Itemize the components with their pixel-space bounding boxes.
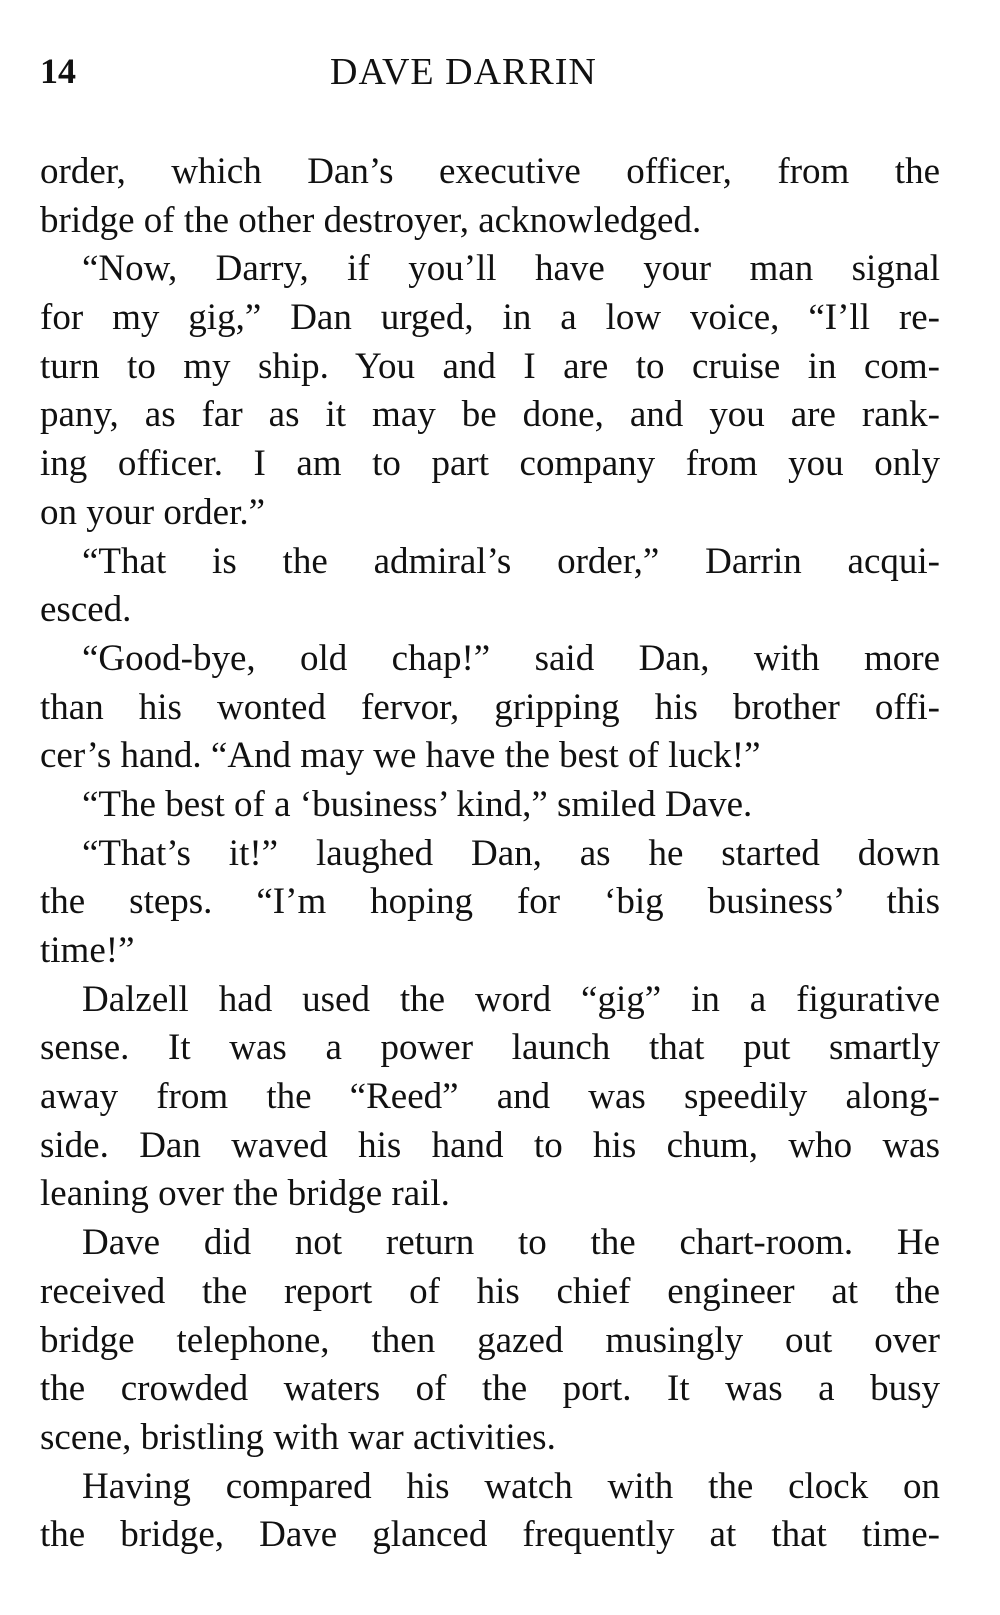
text-line: leaning over the bridge rail.	[40, 1173, 450, 1215]
text-line: Having compared his watch with the clock on	[82, 1465, 940, 1507]
text-line: “The best of a ‘business’ kind,” smiled Dave.	[82, 783, 753, 825]
text-line: sense. It was a power launch that put smartly	[40, 1027, 940, 1069]
text-line: scene, bristling with war activities.	[40, 1416, 556, 1458]
page-number: 14	[40, 51, 76, 91]
text-line: on your order.”	[40, 491, 266, 533]
text-line: cer’s hand. “And may we have the best of luck!”	[40, 735, 761, 777]
text-line: Dalzell had used the word “gig” in a figurative	[82, 978, 940, 1020]
page-header	[40, 50, 680, 100]
text-line: turn to my ship. You and I are to cruise in com-	[40, 345, 940, 387]
body-text	[40, 148, 940, 1560]
text-line: “Now, Darry, if you’ll have your man signal	[82, 248, 940, 290]
text-line: ing officer. I am to part company from you only	[40, 443, 940, 485]
text-line: the steps. “I’m hoping for ‘big business’ this	[40, 881, 940, 923]
text-line: bridge of the other destroyer, acknowledged.	[40, 199, 702, 241]
text-line: “That’s it!” laughed Dan, as he started down	[82, 832, 940, 874]
text-line: “Good-bye, old chap!” said Dan, with more	[82, 637, 940, 679]
text-line: order, which Dan’s executive officer, from the	[40, 151, 940, 192]
text-line: for my gig,” Dan urged, in a low voice, “I’ll re-	[40, 297, 940, 339]
text-line: time!”	[40, 930, 135, 971]
text-line: side. Dan waved his hand to his chum, who was	[40, 1124, 940, 1166]
text-line: than his wonted fervor, gripping his brother offi-	[40, 686, 940, 728]
text-line: esced.	[40, 589, 132, 631]
text-line: “That is the admiral’s order,” Darrin acqui-	[82, 540, 940, 582]
text-line: pany, as far as it may be done, and you are rank-	[40, 394, 940, 436]
text-line: away from the “Reed” and was speedily along-	[40, 1076, 940, 1118]
text-line: Dave did not return to the chart-room. He	[82, 1222, 940, 1264]
text-line: the bridge, Dave glanced frequently at that time-	[40, 1514, 940, 1556]
text-line: received the report of his chief engineer at the	[40, 1270, 940, 1312]
running-title: DAVE DARRIN	[330, 51, 597, 93]
text-line: bridge telephone, then gazed musingly out over	[40, 1319, 940, 1361]
text-line: the crowded waters of the port. It was a busy	[40, 1368, 940, 1410]
